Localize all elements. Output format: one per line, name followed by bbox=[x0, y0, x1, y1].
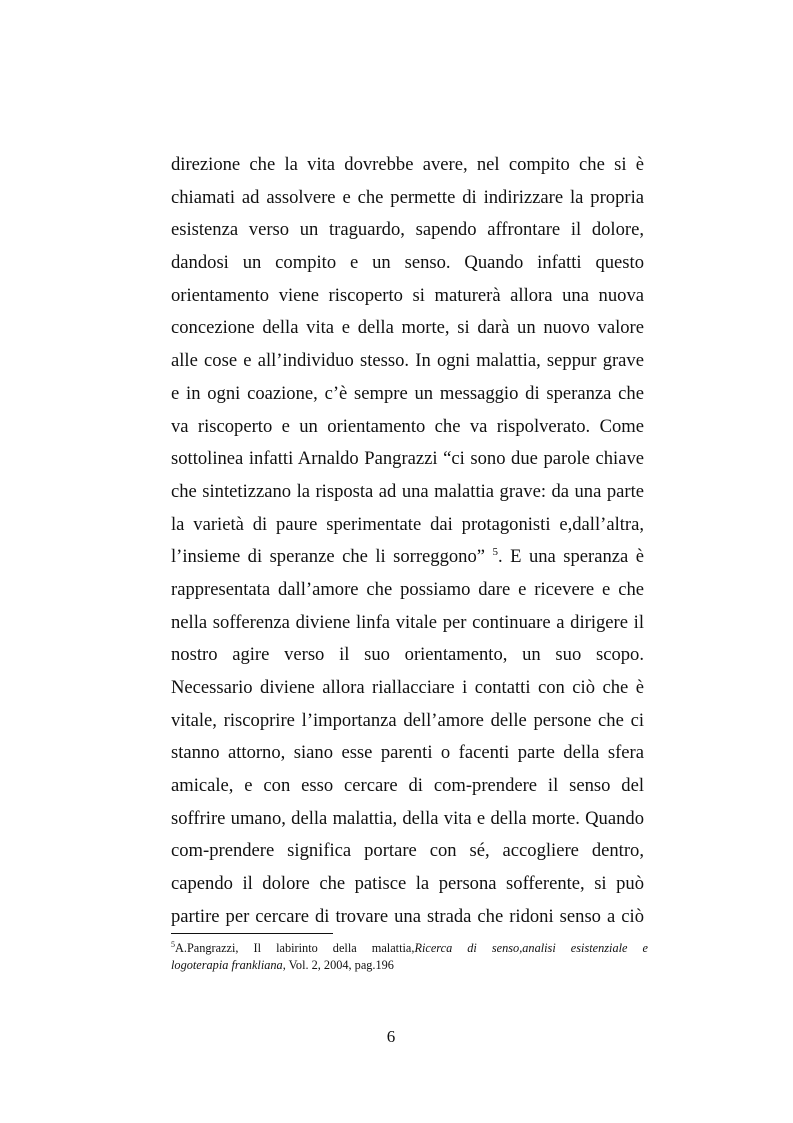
text-line-19: stanno attorno, siano esse parenti o facenti parte della sfera bbox=[171, 742, 644, 764]
text-line-13-tail: . E una speranza è bbox=[498, 546, 644, 568]
text-line-13 bbox=[171, 541, 644, 574]
text-line-4: dandosi un compito e un senso. Quando infatti questo bbox=[171, 252, 644, 274]
text-line-6: concezione della vita e della morte, si darà un nuovo valore bbox=[171, 317, 644, 339]
text-line-8: e in ogni coazione, c’è sempre un messaggio di speranza che bbox=[171, 382, 644, 404]
footnote-details: , Vol. 2, 2004, pag.196 bbox=[282, 958, 394, 972]
text-line-13-main: l’insieme di speranze che li sorreggono” bbox=[171, 546, 486, 568]
text-line-5: orientamento viene riscoperto si maturerà allora una nuova bbox=[171, 284, 644, 306]
footnote-journal-part1: Ricerca di senso,analisi esistenziale e bbox=[414, 941, 648, 955]
text-line-17: Necessario diviene allora riallacciare i contatti con ciò che è bbox=[171, 677, 644, 698]
text-line-9: va riscoperto e un orientamento che va rispolverato. Come bbox=[171, 415, 644, 437]
page-number: 6 bbox=[386, 1027, 396, 1046]
text-line-16: nostro agire verso il suo orientamento, un suo scopo. bbox=[171, 644, 644, 666]
text-line-14: rappresentata dall’amore che possiamo dare e ricevere e che bbox=[171, 578, 644, 600]
text-line-22: com-prendere significa portare con sé, accogliere dentro, bbox=[171, 840, 644, 862]
footnote-reference[interactable]: 5 bbox=[492, 546, 499, 559]
text-line-23: capendo il dolore che patisce la persona sofferente, si può bbox=[171, 873, 644, 895]
text-line-15: nella sofferenza diviene linfa vitale per continuare a dirigere il bbox=[171, 611, 644, 633]
footnote-separator bbox=[171, 933, 333, 934]
text-line-21: soffrire umano, della malattia, della vita e della morte. Quando bbox=[171, 807, 644, 829]
text-line-1: direzione che la vita dovrebbe avere, nel compito che si è bbox=[171, 154, 644, 175]
text-line-20: amicale, e con esso cercare di com-prendere il senso del bbox=[171, 775, 644, 797]
footnote-line-2 bbox=[171, 957, 648, 974]
text-line-11: che sintetizzano la risposta ad una malattia grave: da una parte bbox=[171, 480, 644, 502]
footnote-number: 5 bbox=[171, 940, 175, 949]
body-text bbox=[171, 149, 644, 934]
text-line-18: vitale, riscoprire l’importanza dell’amore delle persone che ci bbox=[171, 709, 644, 731]
text-line-12: la varietà di paure sperimentate dai protagonisti e,dall’altra, bbox=[171, 513, 644, 535]
footnote-line-1 bbox=[171, 940, 648, 957]
footnote-journal-part2: logoterapia frankliana bbox=[171, 958, 283, 972]
footnote-author-title: A.Pangrazzi, Il labirinto della malattia, bbox=[175, 941, 415, 955]
text-line-2: chiamati ad assolvere e che permette di indirizzare la propria bbox=[171, 186, 644, 208]
text-line-24: partire per cercare di trovare una strada che ridoni senso a ciò bbox=[171, 905, 644, 927]
text-line-10: sottolinea infatti Arnaldo Pangrazzi “ci sono due parole chiave bbox=[171, 448, 644, 470]
footnote bbox=[171, 940, 648, 974]
text-line-7: alle cose e all’individuo stesso. In ogni malattia, seppur grave bbox=[171, 350, 644, 372]
text-line-3: esistenza verso un traguardo, sapendo affrontare il dolore, bbox=[171, 219, 644, 241]
